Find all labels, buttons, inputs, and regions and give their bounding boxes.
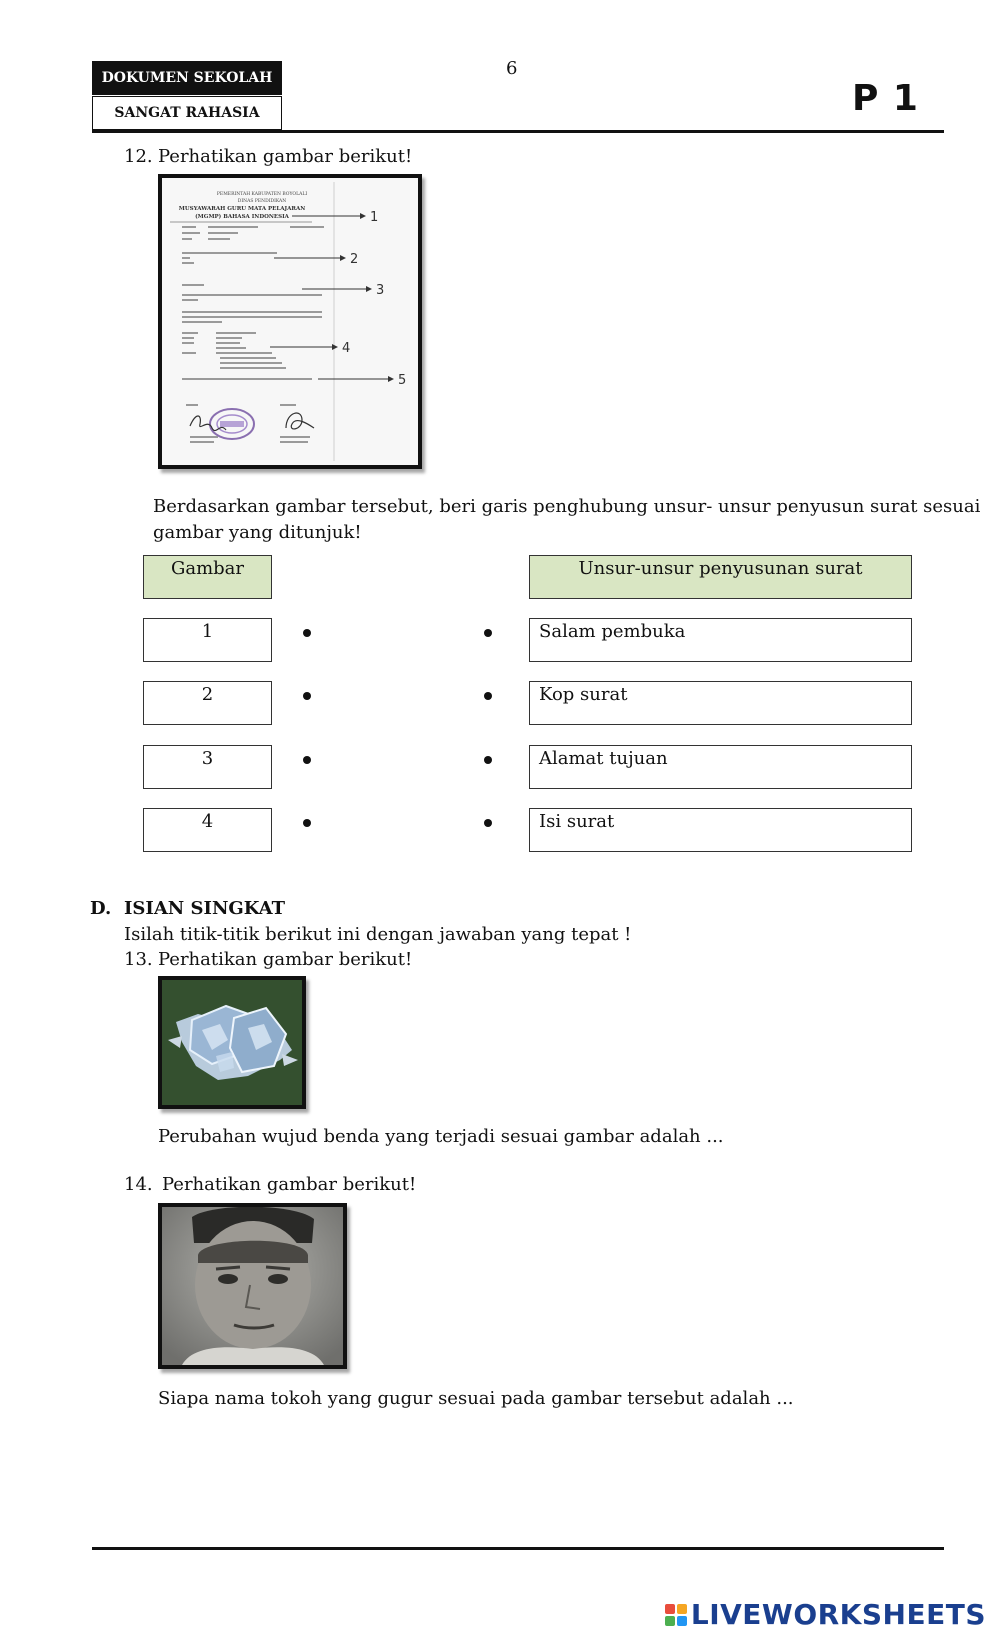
letter-org-line1: PEMERINTAH KABUPATEN BOYOLALI xyxy=(216,192,308,197)
match-right-dot[interactable] xyxy=(484,692,492,700)
logo-square-blue xyxy=(677,1616,687,1626)
match-left-cell: 2 xyxy=(143,681,272,725)
match-left-cell: 4 xyxy=(143,808,272,852)
match-left-cell: 1 xyxy=(143,618,272,662)
q12-instruction-line2: gambar yang ditunjuk! xyxy=(153,522,362,543)
q14-question: Siapa nama tokoh yang gugur sesuai pada gambar tersebut adalah ... xyxy=(158,1388,794,1409)
match-left-dot[interactable] xyxy=(303,756,311,764)
section-title: ISIAN SINGKAT xyxy=(124,898,286,919)
match-right-cell: Alamat tujuan xyxy=(529,745,912,789)
q12-prompt: Perhatikan gambar berikut! xyxy=(158,146,413,167)
q14-number: 14. xyxy=(124,1174,153,1195)
q13-prompt: Perhatikan gambar berikut! xyxy=(158,949,413,970)
match-right-dot[interactable] xyxy=(484,819,492,827)
pointer-label-3: 3 xyxy=(376,283,385,298)
table-header-unsur: Unsur-unsur penyusunan surat xyxy=(529,555,912,599)
paper-code: P 1 xyxy=(852,78,919,119)
page-number: 6 xyxy=(506,58,518,79)
portrait-illustration xyxy=(162,1207,343,1365)
letter-illustration xyxy=(162,178,418,465)
pointer-label-2: 2 xyxy=(350,252,359,267)
match-right-dot[interactable] xyxy=(484,756,492,764)
letter-image xyxy=(158,174,422,469)
match-left-cell: 3 xyxy=(143,745,272,789)
letter-org-line3: MUSYAWARAH GURU MATA PELAJARAN xyxy=(178,206,306,212)
portrait-photo xyxy=(158,1203,347,1369)
q12-instruction-line1: Berdasarkan gambar tersebut, beri garis penghubung unsur- unsur penyusun surat sesuai xyxy=(153,496,981,517)
liveworksheets-logo-icon xyxy=(665,1604,687,1626)
match-left-dot[interactable] xyxy=(303,629,311,637)
secrecy-label: SANGAT RAHASIA xyxy=(92,96,282,130)
section-instruction: Isilah titik-titik berikut ini dengan jawaban yang tepat ! xyxy=(124,924,632,945)
table-header-gambar: Gambar xyxy=(143,555,272,599)
section-letter: D. xyxy=(90,898,112,919)
ice-cubes-illustration xyxy=(162,980,302,1105)
match-right-cell: Isi surat xyxy=(529,808,912,852)
logo-square-green xyxy=(665,1616,675,1626)
q12-number: 12. xyxy=(124,146,153,167)
logo-square-orange xyxy=(677,1604,687,1614)
match-left-dot[interactable] xyxy=(303,819,311,827)
header-divider xyxy=(92,130,944,133)
match-right-dot[interactable] xyxy=(484,629,492,637)
document-label: DOKUMEN SEKOLAH xyxy=(92,61,282,95)
liveworksheets-logo[interactable] xyxy=(665,1598,986,1631)
letter-org-line2: DINAS PENDIDIKAN xyxy=(237,199,287,204)
footer-divider xyxy=(92,1547,944,1550)
q13-number: 13. xyxy=(124,949,153,970)
pointer-label-4: 4 xyxy=(342,341,351,356)
letter-org-line4: (MGMP) BAHASA INDONESIA xyxy=(195,214,289,220)
q14-prompt: Perhatikan gambar berikut! xyxy=(162,1174,417,1195)
liveworksheets-logo-text: LIVEWORKSHEETS xyxy=(690,1598,986,1631)
pointer-label-5: 5 xyxy=(398,373,407,388)
match-right-cell: Salam pembuka xyxy=(529,618,912,662)
match-left-dot[interactable] xyxy=(303,692,311,700)
pointer-label-1: 1 xyxy=(370,210,379,225)
logo-square-red xyxy=(665,1604,675,1614)
q13-question: Perubahan wujud benda yang terjadi sesuai gambar adalah ... xyxy=(158,1126,724,1147)
ice-cubes-image xyxy=(158,976,306,1109)
match-right-cell: Kop surat xyxy=(529,681,912,725)
